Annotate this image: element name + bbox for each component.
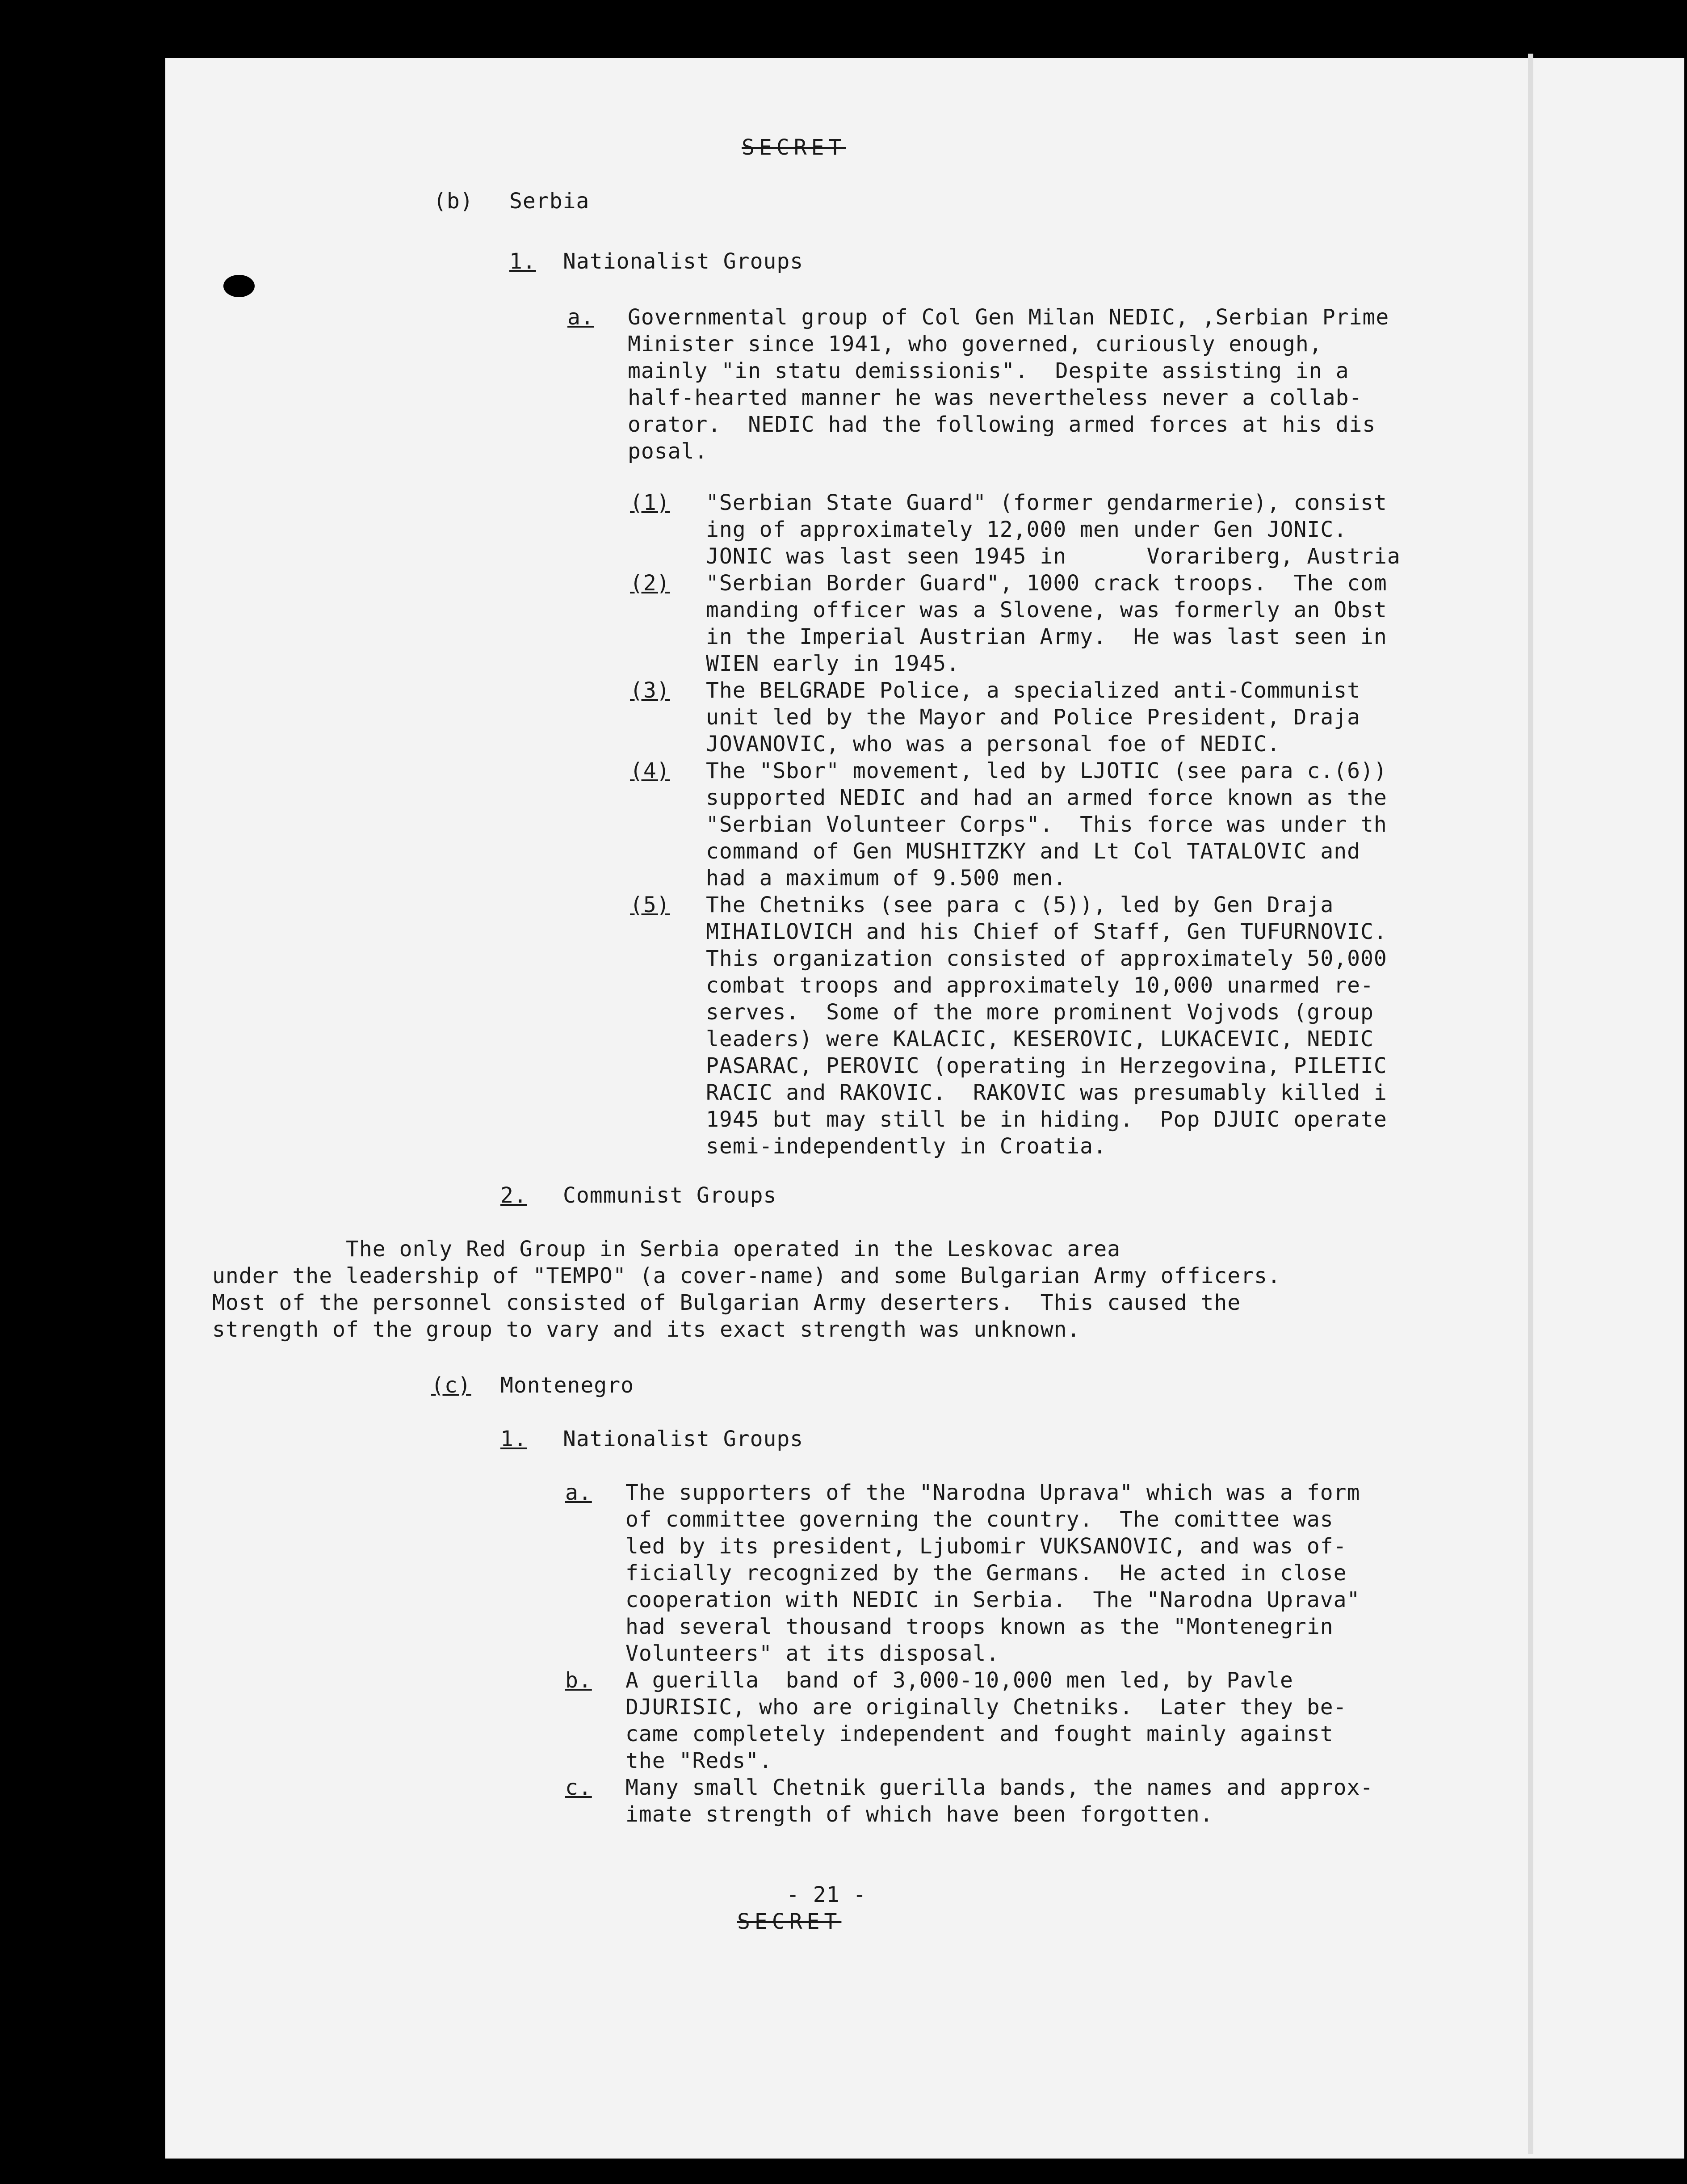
serbia-item-3-line: The BELGRADE Police, a specialized anti-Communist [706,678,1361,703]
serbia-a-line: half-hearted manner he was nevertheless never a collab- [628,385,1363,410]
serbia-communist-paragraph [212,1236,1281,1343]
montenegro-item-c-marker: c. [565,1775,592,1800]
montenegro-item-a-line: cooperation with NEDIC in Serbia. The "Narodna Uprava" [625,1587,1360,1612]
serbia-a-line: posal. [628,439,708,464]
serbia-a-line: Minister since 1941, who governed, curiously enough, [628,332,1322,357]
serbia-item-4 [706,757,1387,892]
serbia-item-2 [706,570,1387,677]
page-edge [1528,54,1533,2154]
montenegro-item-a [625,1479,1360,1667]
serbia-item-5-line: PASARAC, PEROVIC (operating in Herzegovina, PILETIC [706,1053,1387,1078]
serbia-item-3-line: JOVANOVIC, who was a personal foe of NEDIC. [706,732,1280,757]
serbia-item-5-line: MIHAILOVICH and his Chief of Staff, Gen TUFURNOVIC. [706,919,1387,944]
serbia-item-1-line: "Serbian State Guard" (former gendarmerie), consist [706,490,1387,515]
montenegro-item-b-marker: b. [565,1668,592,1693]
serbia-communist-title: Communist Groups [563,1183,777,1208]
serbia-a-paragraph [628,304,1389,465]
montenegro-item-a-line: The supporters of the "Narodna Uprava" which was a form [625,1480,1360,1505]
page-number: - 21 - [786,1882,867,1907]
montenegro-item-b-line: DJURISIC, who are originally Chetniks. Later they be- [625,1695,1347,1720]
footer-classification: SECRET [737,1909,842,1934]
serbia-item-1-line: ing of approximately 12,000 men under Gen JONIC. [706,517,1347,542]
montenegro-item-b-line: A guerilla band of 3,000-10,000 men led, by Pavle [625,1668,1293,1693]
montenegro-item-a-marker: a. [565,1480,592,1505]
serbia-communist-line: under the leadership of "TEMPO" (a cover-name) and some Bulgarian Army officers. [212,1263,1281,1288]
serbia-a-line: Governmental group of Col Gen Milan NEDIC, ,Serbian Prime [628,305,1389,330]
serbia-a-line: mainly "in statu demissionis". Despite assisting in a [628,358,1349,383]
serbia-communist-line: The only Red Group in Serbia operated in the Leskovac area [212,1237,1121,1262]
montenegro-item-b-line: the "Reds". [625,1748,772,1773]
serbia-item-1-marker: (1) [630,490,670,515]
montenegro-item-c-line: Many small Chetnik guerilla bands, the names and approx- [625,1775,1374,1800]
serbia-item-5-line: This organization consisted of approximately 50,000 [706,946,1387,971]
serbia-communist-marker: 2. [500,1183,527,1208]
serbia-item-2-marker: (2) [630,571,670,596]
serbia-nationalist-marker: 1. [509,249,536,274]
serbia-item-4-line: supported NEDIC and had an armed force known as the [706,785,1387,810]
serbia-communist-line: Most of the personnel consisted of Bulgarian Army deserters. This caused the [212,1290,1241,1315]
serbia-item-4-line: command of Gen MUSHITZKY and Lt Col TATALOVIC and [706,839,1361,864]
serbia-item-2-line: in the Imperial Austrian Army. He was last seen in [706,624,1387,649]
section-c-marker: (c) [431,1373,471,1398]
montenegro-item-a-line: ficially recognized by the Germans. He acted in close [625,1561,1347,1586]
serbia-communist-line: strength of the group to vary and its exact strength was unknown. [212,1317,1081,1342]
serbia-item-5-line: serves. Some of the more prominent Vojvods (group [706,1000,1374,1025]
serbia-item-5-line: RACIC and RAKOVIC. RAKOVIC was presumably killed i [706,1080,1387,1105]
montenegro-item-c [625,1774,1373,1828]
serbia-item-3-marker: (3) [630,678,670,703]
section-b-marker: (b) [433,189,474,214]
serbia-item-5-line: 1945 but may still be in hiding. Pop DJUIC operate [706,1107,1387,1132]
serbia-item-5-line: combat troops and approximately 10,000 unarmed re- [706,973,1374,998]
serbia-item-1 [706,489,1401,570]
montenegro-item-a-line: Volunteers" at its disposal. [625,1641,1000,1666]
serbia-a-marker: a. [567,305,594,330]
montenegro-item-a-line: led by its president, Ljubomir VUKSANOVIC, and was of- [625,1534,1347,1559]
serbia-item-1-line: JONIC was last seen 1945 in Vorariberg, Austria [706,544,1401,569]
serbia-item-4-marker: (4) [630,758,670,783]
serbia-item-5-line: The Chetniks (see para c (5)), led by Gen Draja [706,892,1334,917]
serbia-item-2-line: "Serbian Border Guard", 1000 crack troops. The com [706,571,1387,596]
serbia-item-4-line: "Serbian Volunteer Corps". This force was under th [706,812,1387,837]
serbia-item-4-line: The "Sbor" movement, led by LJOTIC (see para c.(6)) [706,758,1387,783]
serbia-item-4-line: had a maximum of 9.500 men. [706,866,1067,891]
montenegro-item-b-line: came completely independent and fought mainly against [625,1721,1334,1746]
montenegro-nationalist-marker: 1. [500,1427,527,1452]
serbia-item-2-line: manding officer was a Slovene, was formerly an Obst [706,598,1387,623]
montenegro-item-a-line: of committee governing the country. The comittee was [625,1507,1334,1532]
serbia-item-3-line: unit led by the Mayor and Police President, Draja [706,705,1361,730]
montenegro-nationalist-title: Nationalist Groups [563,1427,804,1452]
section-c-title: Montenegro [500,1373,634,1398]
section-b-title: Serbia [509,189,590,214]
header-classification: SECRET [742,135,846,160]
montenegro-item-b [625,1667,1347,1774]
serbia-item-5-line: leaders) were KALACIC, KESEROVIC, LUKACEVIC, NEDIC [706,1027,1374,1052]
serbia-item-2-line: WIEN early in 1945. [706,651,960,676]
montenegro-item-c-line: imate strength of which have been forgotten. [625,1802,1213,1827]
serbia-item-5 [706,892,1387,1160]
serbia-item-3 [706,677,1360,757]
punch-hole [223,275,255,297]
serbia-item-5-marker: (5) [630,892,670,917]
serbia-item-5-line: semi-independently in Croatia. [706,1134,1107,1159]
montenegro-item-a-line: had several thousand troops known as the "Montenegrin [625,1614,1334,1639]
serbia-nationalist-title: Nationalist Groups [563,249,804,274]
serbia-a-line: orator. NEDIC had the following armed forces at his dis [628,412,1376,437]
